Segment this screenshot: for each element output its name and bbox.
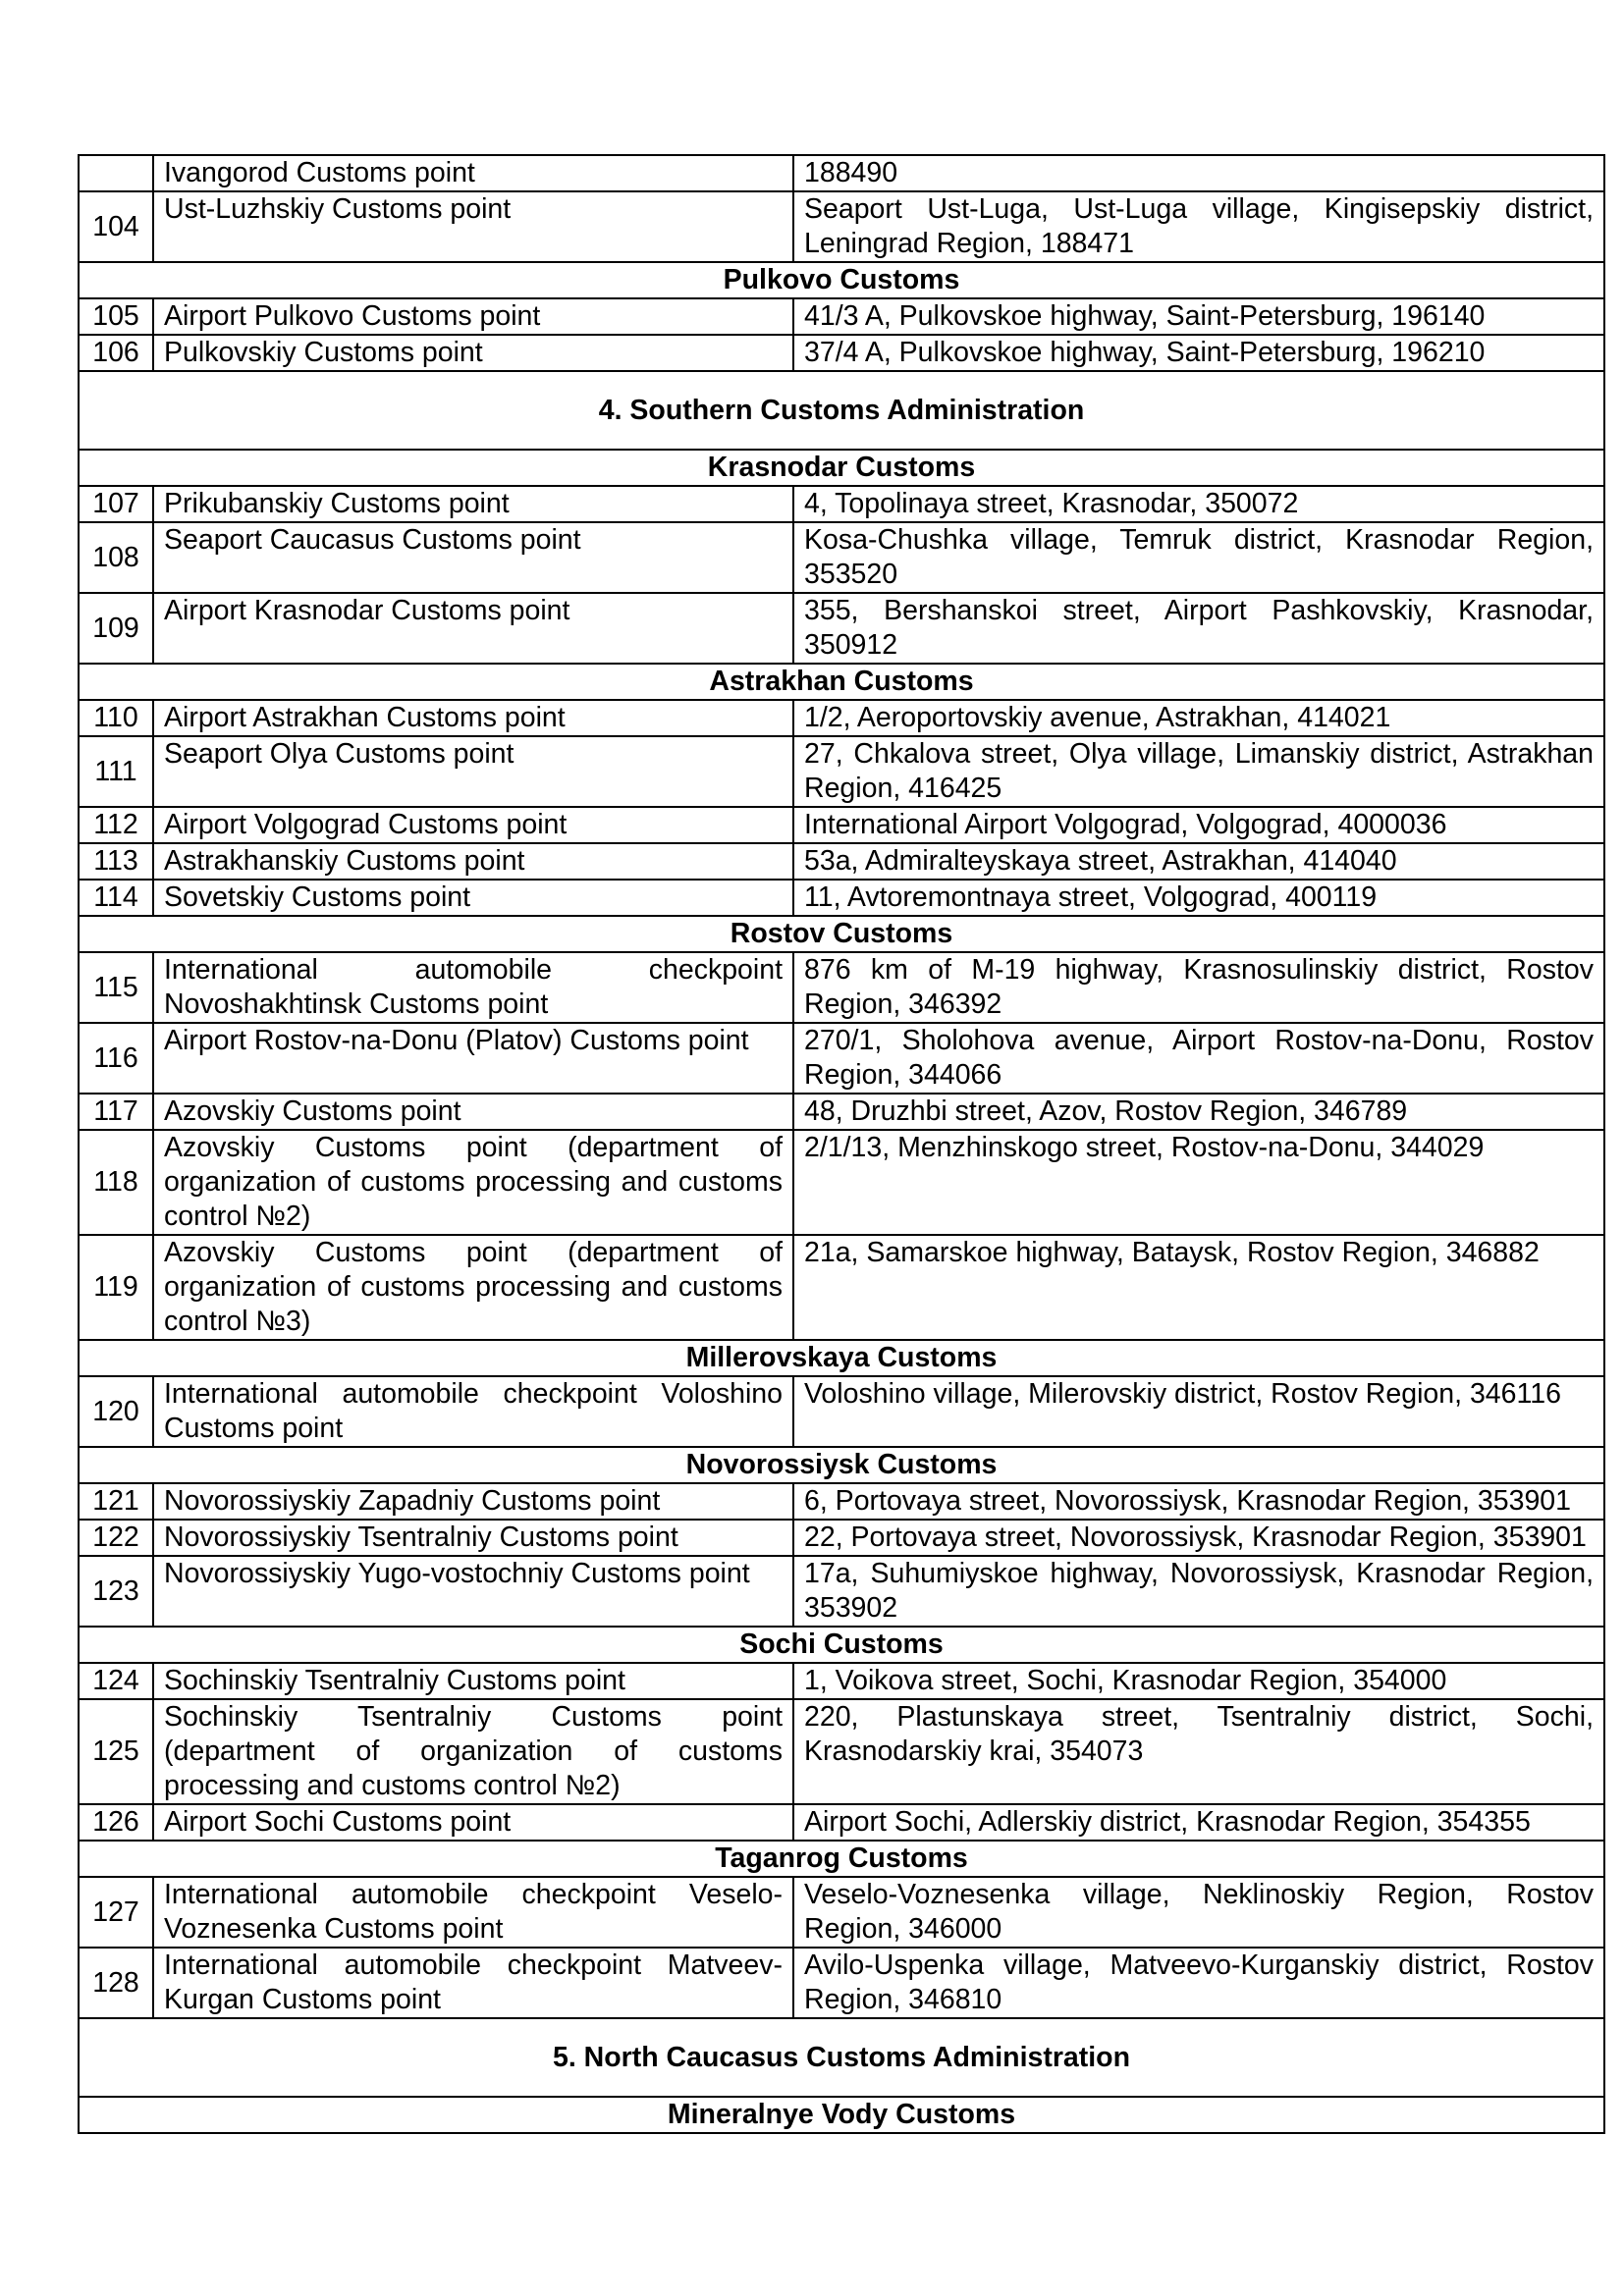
- customs-point-name: Airport Sochi Customs point: [153, 1804, 793, 1841]
- row-number: [79, 155, 153, 191]
- table-row: [79, 298, 1604, 335]
- customs-point-address: 17a, Suhumiyskoe highway, Novorossiysk, Krasnodar Region, 353902: [793, 1556, 1604, 1627]
- customs-point-address: 1/2, Aeroportovskiy avenue, Astrakhan, 414021: [793, 700, 1604, 736]
- table-row: [79, 1376, 1604, 1447]
- customs-point-name: Seaport Caucasus Customs point: [153, 522, 793, 593]
- customs-point-address: Seaport Ust-Luga, Ust-Luga village, Kingisepskiy district, Leningrad Region, 188471: [793, 191, 1604, 262]
- customs-point-address: 355, Bershanskoi street, Airport Pashkovskiy, Krasnodar, 350912: [793, 593, 1604, 664]
- customs-point-address: 41/3 A, Pulkovskoe highway, Saint-Petersburg, 196140: [793, 298, 1604, 335]
- row-number: 126: [79, 1804, 153, 1841]
- customs-title: Rostov Customs: [79, 916, 1604, 952]
- table-row: [79, 522, 1604, 593]
- table-row: [79, 1699, 1604, 1804]
- customs-point-address: Kosa-Chushka village, Temruk district, Krasnodar Region, 353520: [793, 522, 1604, 593]
- customs-point-address: 270/1, Sholohova avenue, Airport Rostov-na-Donu, Rostov Region, 344066: [793, 1023, 1604, 1094]
- customs-title: Pulkovo Customs: [79, 262, 1604, 298]
- table-row: [79, 1483, 1604, 1520]
- customs-point-address: Voloshino village, Milerovskiy district, Rostov Region, 346116: [793, 1376, 1604, 1447]
- row-number: 110: [79, 700, 153, 736]
- customs-point-name: Sovetskiy Customs point: [153, 880, 793, 916]
- customs-point-address: 4, Topolinaya street, Krasnodar, 350072: [793, 486, 1604, 522]
- table-row: [79, 486, 1604, 522]
- table-row: [79, 1130, 1604, 1235]
- customs-point-name: Prikubanskiy Customs point: [153, 486, 793, 522]
- table-row: [79, 1520, 1604, 1556]
- customs-point-name: International automobile checkpoint Voloshino Customs point: [153, 1376, 793, 1447]
- row-number: 119: [79, 1235, 153, 1340]
- customs-point-address: 6, Portovaya street, Novorossiysk, Krasnodar Region, 353901: [793, 1483, 1604, 1520]
- customs-point-name: Azovskiy Customs point: [153, 1094, 793, 1130]
- customs-point-name: Airport Pulkovo Customs point: [153, 298, 793, 335]
- table-row: [79, 1235, 1604, 1340]
- customs-header-row: [79, 450, 1604, 486]
- row-number: 121: [79, 1483, 153, 1520]
- customs-points-document: [78, 154, 1603, 2134]
- customs-point-name: International automobile checkpoint Novoshakhtinsk Customs point: [153, 952, 793, 1023]
- table-row: [79, 843, 1604, 880]
- table-row: [79, 1556, 1604, 1627]
- customs-point-name: Airport Krasnodar Customs point: [153, 593, 793, 664]
- customs-header-row: [79, 664, 1604, 700]
- table-row: [79, 191, 1604, 262]
- customs-title: Astrakhan Customs: [79, 664, 1604, 700]
- customs-point-address: 876 km of M-19 highway, Krasnosulinskiy district, Rostov Region, 346392: [793, 952, 1604, 1023]
- row-number: 128: [79, 1948, 153, 2018]
- customs-point-name: Novorossiyskiy Yugo-vostochniy Customs point: [153, 1556, 793, 1627]
- table-row: [79, 1663, 1604, 1699]
- customs-point-address: 53a, Admiralteyskaya street, Astrakhan, 414040: [793, 843, 1604, 880]
- table-row: [79, 335, 1604, 371]
- row-number: 124: [79, 1663, 153, 1699]
- customs-point-name: Seaport Olya Customs point: [153, 736, 793, 807]
- customs-header-row: [79, 262, 1604, 298]
- row-number: 107: [79, 486, 153, 522]
- customs-point-name: Sochinskiy Tsentralniy Customs point: [153, 1663, 793, 1699]
- row-number: 114: [79, 880, 153, 916]
- row-number: 123: [79, 1556, 153, 1627]
- customs-header-row: [79, 1340, 1604, 1376]
- customs-point-name: International automobile checkpoint Matveev-Kurgan Customs point: [153, 1948, 793, 2018]
- customs-point-name: Airport Astrakhan Customs point: [153, 700, 793, 736]
- customs-title: Millerovskaya Customs: [79, 1340, 1604, 1376]
- customs-point-address: 2/1/13, Menzhinskogo street, Rostov-na-Donu, 344029: [793, 1130, 1604, 1235]
- customs-header-row: [79, 916, 1604, 952]
- table-row: [79, 1094, 1604, 1130]
- table-row: [79, 807, 1604, 843]
- row-number: 117: [79, 1094, 153, 1130]
- table-row: [79, 1877, 1604, 1948]
- administration-title: 4. Southern Customs Administration: [79, 371, 1604, 450]
- table-row: [79, 736, 1604, 807]
- customs-point-address: 22, Portovaya street, Novorossiysk, Krasnodar Region, 353901: [793, 1520, 1604, 1556]
- row-number: 105: [79, 298, 153, 335]
- customs-title: Taganrog Customs: [79, 1841, 1604, 1877]
- customs-header-row: [79, 1447, 1604, 1483]
- row-number: 113: [79, 843, 153, 880]
- customs-point-name: Novorossiyskiy Zapadniy Customs point: [153, 1483, 793, 1520]
- row-number: 112: [79, 807, 153, 843]
- customs-point-address: 220, Plastunskaya street, Tsentralniy district, Sochi, Krasnodarskiy krai, 354073: [793, 1699, 1604, 1804]
- row-number: 108: [79, 522, 153, 593]
- table-row: [79, 155, 1604, 191]
- table-row: [79, 593, 1604, 664]
- customs-header-row: [79, 1841, 1604, 1877]
- table-row: [79, 1948, 1604, 2018]
- customs-point-name: Pulkovskiy Customs point: [153, 335, 793, 371]
- customs-point-address: International Airport Volgograd, Volgograd, 4000036: [793, 807, 1604, 843]
- customs-point-name: Azovskiy Customs point (department of organization of customs processing and customs control №2): [153, 1130, 793, 1235]
- table-row: [79, 700, 1604, 736]
- customs-title: Mineralnye Vody Customs: [79, 2097, 1604, 2133]
- customs-point-address: 37/4 A, Pulkovskoe highway, Saint-Petersburg, 196210: [793, 335, 1604, 371]
- customs-point-name: Ivangorod Customs point: [153, 155, 793, 191]
- row-number: 115: [79, 952, 153, 1023]
- table-row: [79, 1023, 1604, 1094]
- customs-header-row: [79, 2097, 1604, 2133]
- customs-point-name: Novorossiyskiy Tsentralniy Customs point: [153, 1520, 793, 1556]
- customs-title: Krasnodar Customs: [79, 450, 1604, 486]
- row-number: 127: [79, 1877, 153, 1948]
- customs-point-name: Astrakhanskiy Customs point: [153, 843, 793, 880]
- table-row: [79, 952, 1604, 1023]
- customs-point-name: Airport Volgograd Customs point: [153, 807, 793, 843]
- administration-title: 5. North Caucasus Customs Administration: [79, 2018, 1604, 2097]
- customs-title: Novorossiysk Customs: [79, 1447, 1604, 1483]
- row-number: 122: [79, 1520, 153, 1556]
- row-number: 111: [79, 736, 153, 807]
- customs-point-address: 1, Voikova street, Sochi, Krasnodar Region, 354000: [793, 1663, 1604, 1699]
- administration-header-row: [79, 371, 1604, 450]
- customs-point-name: Ust-Luzhskiy Customs point: [153, 191, 793, 262]
- customs-point-address: 188490: [793, 155, 1604, 191]
- row-number: 125: [79, 1699, 153, 1804]
- administration-header-row: [79, 2018, 1604, 2097]
- customs-header-row: [79, 1627, 1604, 1663]
- row-number: 109: [79, 593, 153, 664]
- customs-point-address: 21a, Samarskoe highway, Bataysk, Rostov Region, 346882: [793, 1235, 1604, 1340]
- customs-point-name: Sochinskiy Tsentralniy Customs point (department of organization of customs processing and customs control №2): [153, 1699, 793, 1804]
- customs-point-address: Airport Sochi, Adlerskiy district, Krasnodar Region, 354355: [793, 1804, 1604, 1841]
- customs-point-name: Azovskiy Customs point (department of organization of customs processing and customs control №3): [153, 1235, 793, 1340]
- row-number: 120: [79, 1376, 153, 1447]
- table-row: [79, 1804, 1604, 1841]
- customs-point-address: 27, Chkalova street, Olya village, Limanskiy district, Astrakhan Region, 416425: [793, 736, 1604, 807]
- table-row: [79, 880, 1604, 916]
- customs-point-address: 48, Druzhbi street, Azov, Rostov Region, 346789: [793, 1094, 1604, 1130]
- row-number: 116: [79, 1023, 153, 1094]
- customs-point-name: Airport Rostov-na-Donu (Platov) Customs point: [153, 1023, 793, 1094]
- customs-point-address: 11, Avtoremontnaya street, Volgograd, 400119: [793, 880, 1604, 916]
- row-number: 106: [79, 335, 153, 371]
- row-number: 118: [79, 1130, 153, 1235]
- customs-points-table-body: [79, 155, 1604, 2133]
- customs-title: Sochi Customs: [79, 1627, 1604, 1663]
- customs-point-address: Veselo-Voznesenka village, Neklinoskiy Region, Rostov Region, 346000: [793, 1877, 1604, 1948]
- customs-point-name: International automobile checkpoint Veselo-Voznesenka Customs point: [153, 1877, 793, 1948]
- customs-points-table: [78, 154, 1605, 2134]
- row-number: 104: [79, 191, 153, 262]
- customs-point-address: Avilo-Uspenka village, Matveevo-Kurganskiy district, Rostov Region, 346810: [793, 1948, 1604, 2018]
